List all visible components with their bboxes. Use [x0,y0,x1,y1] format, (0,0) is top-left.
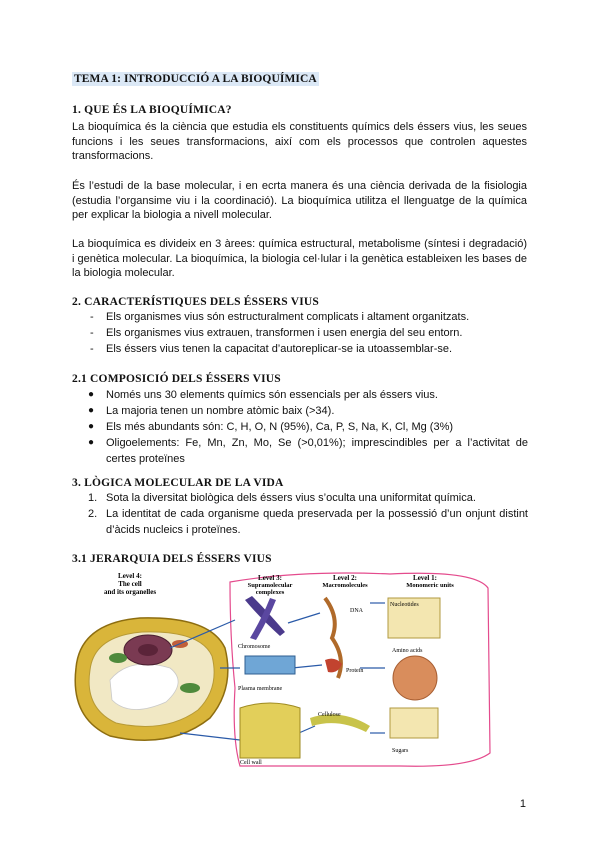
section-3-list [88,490,528,538]
list-item: ● Els més abundants són: C, H, O, N (95%), Ca, P, S, Na, K, Cl, Mg (3%) [88,421,454,433]
amino-acid-illustration [393,656,437,700]
list-item: - Els organismes vius extrauen, transformen i usen energia del seu entorn. [90,327,463,339]
sugars-label: Sugars [392,748,409,754]
list-item: 2. La identitat de cada organisme queda preservada per la possessió d’un onjunt distint d’àcids nucleics i proteïnes. [88,508,528,536]
level4-sub1: The cell [118,580,142,588]
section-2-1-heading: 2.1 COMPOSICIÓ DELS ÉSSERS VIUS [72,373,281,385]
section-1-paragraph-1: La bioquímica és la ciència que estudia els constituents químics dels éssers vius, les seues funcions i les seues transformacions, així com els processos que controlen aquestes transformacions. [72,121,527,163]
section-1-heading: 1. QUE ÉS LA BIOQUÍMICA? [72,104,232,116]
list-item: ● La majoria tenen un nombre atòmic baix (>34). [88,405,335,417]
level4-sub2: and its organelles [103,588,157,596]
list-item: ● Oligoelements: Fe, Mn, Zn, Mo, Se (>0,01%); imprescindibles per a l’activitat de certes proteïnes [88,437,528,465]
plasma-membrane-label: Plasma membrane [238,686,283,692]
section-1-paragraph-2: És l’estudi de la base molecular, i en ecrta manera és una ciència derivada de la fisiologia (estudia l’organsime viu i la coordinació). La bioquímica utilitza el llenguatge de la química per explicar la biologia a nivell molecular. [72,180,527,222]
level2-sub1: Macromolecules [322,582,368,589]
section-2-heading: 2. CARACTERÍSTIQUES DELS ÉSSERS VIUS [72,296,319,308]
sugars-illustration [390,708,438,738]
page-number: 1 [519,798,526,810]
section-2-1-list [88,387,528,467]
level4-title: Level 4: [118,572,142,580]
nucleotides-label: Nucleotides [390,602,419,608]
level1-title: Level 1: [413,574,437,582]
section-3-heading: 3. LÒGICA MOLECULAR DE LA VIDA [72,477,284,489]
list-item: - Els éssers vius tenen la capacitat d’autoreplicar-se ia utoassemblar-se. [90,343,453,355]
list-item: 1. Sota la diversitat biològica dels éssers vius s’oculta una uniformitat química. [88,492,476,504]
document-title: TEMA 1: INTRODUCCIÓ A LA BIOQUÍMICA [74,73,317,85]
dna-label: DNA [350,608,363,614]
cell-wall-label: Cell wall [240,760,262,766]
level2-title: Level 2: [333,574,357,582]
list-item: - Els organismes vius són estructuralment complicats i altament organitzats. [90,311,470,323]
section-3-1-heading: 3.1 JERARQUIA DELS ÉSSERS VIUS [72,553,272,565]
amino-acids-label: Amino acids [392,648,423,654]
level1-sub1: Monomeric units [406,582,454,589]
section-1-paragraph-3: La bioquímica es divideix en 3 àrees: química estructural, metabolisme (síntesi i degradació) i genètica molecular. La bioquímica, la biologia cel·lular i la genètica estableixen les bases de la biologia molecular. [72,238,527,280]
level3-title: Level 3: [258,574,282,582]
list-item: ● Només uns 30 elements químics són essencials per als éssers vius. [88,389,438,401]
cell-illustration [75,618,228,740]
level3-sub1: Supramolecular [247,582,293,589]
cell-wall-illustration [240,703,300,758]
protein-label: Protein [346,668,364,674]
level3-sub2: complexes [255,589,285,596]
section-2-list [88,309,528,357]
cellulose-label: Cellulose [318,712,341,718]
membrane-illustration [245,656,295,674]
hierarchy-figure [70,568,492,768]
chromosome-label: Chromosome [238,644,271,650]
chromosome-illustration [245,596,285,640]
